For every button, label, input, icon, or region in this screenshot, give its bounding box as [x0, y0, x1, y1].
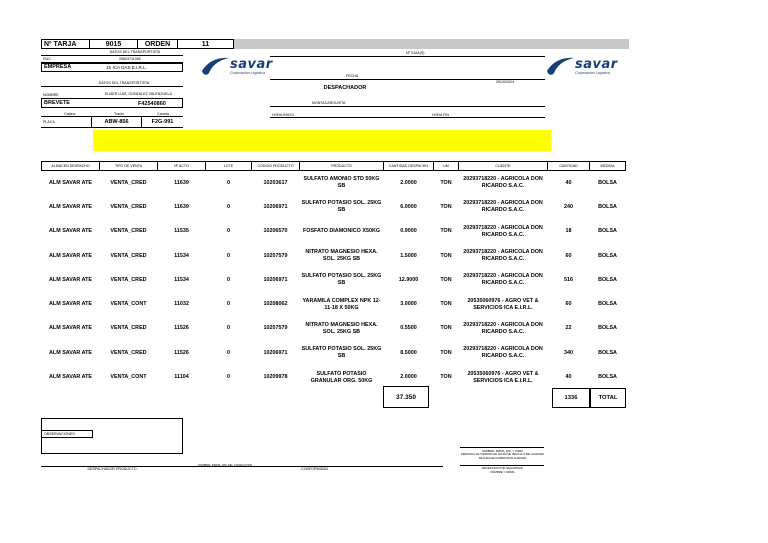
cell-cliente: 20293718220 - AGRICOLA DON RICARDO S.A.C.: [463, 273, 543, 287]
cell-almacen: ALM SAVAR ATE: [49, 179, 92, 186]
placa-carreta-value: F2G-991: [151, 119, 174, 125]
table-row: [42, 171, 626, 196]
seguridad-2: NOMBRE Y FIRMA: [490, 470, 515, 474]
tarja-value: 9015: [90, 40, 138, 48]
cell-cantidad: 340: [564, 349, 573, 356]
cell-medida: BOLSA: [598, 301, 617, 308]
savar-logo-right: [545, 55, 618, 77]
col-um: UM: [434, 162, 459, 171]
nro-guia-label: Nº GUIA(S): [406, 51, 425, 55]
cell-almacen: ALM SAVAR ATE: [49, 325, 92, 332]
nombre-value: ELMER LUIS, GONZALEZ VALENZUELA: [105, 92, 172, 96]
col-producto: PRODUCTO: [300, 162, 384, 171]
cell-lote: 0: [227, 374, 230, 381]
hora-inicio-line: [270, 117, 430, 118]
cell-almacen: ALM SAVAR ATE: [49, 301, 92, 308]
datos-transportista-title: DATOS DEL TRANSPORTISTA: [109, 50, 161, 54]
placa-col1-label: Cabina: [64, 112, 76, 116]
col-codigo: CODIGO PRODUCTO: [252, 162, 300, 171]
brevete-label: BREVETE: [44, 100, 70, 106]
cell-cantidad-despacho: 8.5000: [400, 349, 417, 356]
hora-fin-label: HORA FIN: [432, 113, 449, 117]
cell-producto: SULFATO POTASIO SOL. 25KG SB: [301, 200, 382, 214]
observaciones-box: [41, 418, 183, 454]
placa-cabina-cell: [55, 117, 92, 127]
empresa-row: [41, 62, 183, 72]
cell-cantidad: 240: [564, 203, 573, 210]
cell-codigo: 10207579: [263, 252, 288, 259]
dispatch-table: [41, 161, 626, 390]
seguridad-1: RECEPCION POR SEGURIDAD: [482, 466, 523, 470]
cell-um: TON: [440, 276, 452, 283]
cell-lote: 0: [227, 203, 230, 210]
cell-lote: 0: [227, 301, 230, 308]
cell-almacen: ALM SAVAR ATE: [49, 252, 92, 259]
cell-lote: 0: [227, 276, 230, 283]
cell-nro-acto: 11639: [174, 203, 189, 210]
cell-medida: BOLSA: [598, 179, 617, 186]
cell-um: TON: [440, 228, 452, 235]
cell-producto: NITRATO MAGNESIO HEXA. SOL. 25KG SB: [305, 249, 378, 263]
cell-lote: 0: [227, 228, 230, 235]
despachador-line: [270, 106, 545, 107]
col-lote: LOTE: [206, 162, 252, 171]
hora-inicio-label: HORA INICIO: [272, 113, 295, 117]
cell-nro-acto: 11104: [174, 374, 189, 381]
cell-producto: SULFATO POTASIO SOL. 25KG SB: [301, 273, 382, 287]
cell-cantidad-despacho: 6.0000: [400, 203, 417, 210]
cell-cantidad: 40: [565, 179, 572, 186]
cell-cliente: 20293718220 - AGRICOLA DON RICARDO S.A.C.: [463, 321, 543, 335]
firma-right-line: [460, 447, 544, 448]
cell-nro-acto: 11526: [174, 325, 189, 332]
cell-cantidad-despacho: 12.9000: [398, 276, 419, 283]
firma-right-3: DE ALMACEN SUPERVISOR ALMACEN: [478, 457, 527, 460]
placa-col3-label: Carreta: [157, 112, 169, 116]
observaciones-label: OBSERVACIONES: [44, 432, 75, 436]
nombre-label: NOMBRE: [43, 93, 59, 97]
cell-cliente: 20293718220 - AGRICOLA DON RICARDO S.A.C.: [463, 249, 543, 263]
cell-producto: SULFATO POTASIO GRANULAR ORG. 50KG: [310, 370, 373, 384]
cell-cantidad-despacho: 0.9000: [400, 228, 417, 235]
cell-medida: BOLSA: [598, 349, 617, 356]
col-tipo-venta: TIPO DE VENTA: [100, 162, 158, 171]
logo-tagline: Corporación Logística: [575, 70, 610, 75]
savar-logo-left: [200, 55, 273, 77]
tarja-row: [41, 39, 234, 49]
placa-row: [41, 116, 183, 128]
cell-nro-acto: 11534: [174, 276, 189, 283]
cell-tipo-venta: VENTA_CRED: [110, 276, 147, 283]
cell-cliente: 20293718220 - AGRICOLA DON RICARDO S.A.C.: [463, 176, 543, 190]
firma-right-1: NOMBRE, FIRMA, DNI, Y HORA: [481, 449, 524, 453]
placa-label: PLACA: [43, 120, 55, 124]
col-medida: MEDIDA: [590, 162, 626, 171]
cell-almacen: ALM SAVAR ATE: [49, 349, 92, 356]
cell-tipo-venta: VENTA_CRED: [110, 179, 147, 186]
cell-lote: 0: [227, 179, 230, 186]
col-almacen: ALMACEN DESPACHO: [42, 162, 100, 171]
cell-tipo-venta: VENTA_CRED: [110, 228, 147, 235]
cell-cantidad: 18: [565, 228, 572, 235]
cell-cantidad: 40: [565, 374, 572, 381]
cell-cantidad: 60: [565, 301, 572, 308]
cell-codigo: 10209978: [263, 374, 288, 381]
firma-conductor: NOMBRE, FIRMA, DNI DEL CONDUCTOR: [198, 463, 252, 467]
cell-cantidad-despacho: 1.5000: [400, 252, 417, 259]
cell-codigo: 10206971: [263, 276, 288, 283]
table-header-row: [42, 162, 626, 171]
empresa-value: JS ICA GAS E.I.R.L.: [106, 65, 147, 70]
cell-cantidad-despacho: 0.5500: [400, 325, 417, 332]
cell-producto: FOSFATO DIAMONICO X50KG: [302, 228, 381, 235]
cell-tipo-venta: VENTA_CRED: [110, 325, 147, 332]
total-cantidad: 1336: [552, 388, 590, 408]
highlight-band: [93, 130, 551, 151]
observaciones-label-box: [41, 430, 93, 438]
firma-conformidad: CONFORMIDAD: [301, 467, 329, 471]
cell-medida: BOLSA: [598, 374, 617, 381]
cell-almacen: ALM SAVAR ATE: [49, 374, 92, 381]
cell-medida: BOLSA: [598, 228, 617, 235]
cell-nro-acto: 11526: [174, 349, 189, 356]
cell-producto: NITRATO MAGNESIO HEXA. SOL. 25KG SB: [305, 321, 378, 335]
table-row: [42, 341, 626, 365]
table-row: [42, 244, 626, 268]
cell-producto: SULFATO POTASIO SOL. 25KG SB: [301, 346, 382, 360]
firma-right-2: PERSONAL AUTORIZADO DE SALIDA DE VEHICULO DEL ALMACEN: [461, 453, 544, 456]
cell-um: TON: [440, 203, 452, 210]
cell-cliente: 20293718220 - AGRICOLA DON RICARDO S.A.C.: [463, 200, 543, 214]
cell-tipo-venta: VENTA_CONT: [110, 374, 147, 381]
cell-codigo: 10206971: [263, 349, 288, 356]
cell-tipo-venta: VENTA_CRED: [110, 252, 147, 259]
cell-cliente: 20535060976 - AGRO VET & SERVICIOS ICA E.I.R.L.: [467, 297, 539, 311]
cell-cantidad: 22: [565, 325, 572, 332]
cell-codigo: 10208062: [263, 301, 288, 308]
logo-wordmark: savar: [575, 56, 618, 72]
cell-nro-acto: 11032: [174, 301, 189, 308]
cell-medida: BOLSA: [598, 325, 617, 332]
cell-codigo: 10206971: [263, 203, 288, 210]
brevete-value: F42540860: [138, 101, 166, 107]
cell-tipo-venta: VENTA_CRED: [110, 203, 147, 210]
total-label: TOTAL: [590, 388, 626, 408]
hora-fin-line: [430, 117, 545, 118]
ruc-label: RUC: [43, 57, 51, 61]
cell-cliente: 20293718220 - AGRICOLA DON RICARDO S.A.C.: [463, 224, 543, 238]
cell-um: TON: [440, 301, 452, 308]
cell-codigo: 10203617: [263, 179, 288, 186]
cell-um: TON: [440, 179, 452, 186]
fecha-label: FECHA: [346, 74, 359, 78]
cell-lote: 0: [227, 325, 230, 332]
table-row: [42, 220, 626, 244]
col-nro-acto: Nº ACTO: [158, 162, 206, 171]
cell-nro-acto: 11534: [174, 252, 189, 259]
cell-lote: 0: [227, 349, 230, 356]
nro-guia-line: [270, 56, 545, 57]
fecha-value: 29/10/2024: [496, 80, 514, 84]
cell-cliente: 20535060976 - AGRO VET & SERVICIOS ICA E.I.R.L.: [467, 370, 539, 384]
cell-lote: 0: [227, 252, 230, 259]
cell-medida: BOLSA: [598, 203, 617, 210]
logo-wordmark: savar: [230, 56, 273, 72]
orden-value: 11: [201, 40, 210, 48]
cell-um: TON: [440, 374, 452, 381]
cell-almacen: ALM SAVAR ATE: [49, 228, 92, 235]
cell-codigo: 10206570: [263, 228, 288, 235]
cell-um: TON: [440, 325, 452, 332]
table-row: [42, 195, 626, 219]
ruc-value: 20603711050: [119, 57, 141, 61]
cell-nro-acto: 11639: [174, 179, 189, 186]
conductor-title: DATOS DEL TRANSPORTISTA: [98, 81, 150, 85]
table-body: [42, 171, 626, 390]
cell-um: TON: [440, 252, 452, 259]
header-band: [234, 39, 629, 49]
brevete-row: [41, 98, 183, 108]
table-row: [42, 365, 626, 389]
cell-medida: BOLSA: [598, 276, 617, 283]
col-cliente: CLIENTE: [459, 162, 548, 171]
cell-almacen: ALM SAVAR ATE: [49, 276, 92, 283]
firma-despachador: DESPACHADOR PRODUCTO: [87, 467, 137, 471]
swoosh-icon: [545, 55, 575, 77]
cell-medida: BOLSA: [598, 252, 617, 259]
table-row: [42, 268, 626, 292]
placa-tracto-value: ABW-856: [92, 117, 142, 127]
cell-cantidad-despacho: 3.0000: [400, 301, 417, 308]
total-despacho: 37.350: [383, 386, 429, 408]
swoosh-icon: [200, 55, 230, 77]
cell-cliente: 20293718220 - AGRICOLA DON RICARDO S.A.C.: [463, 346, 543, 360]
despachador-name: MONTACARGUISTA: [312, 101, 346, 105]
col-cantidad-despacho: CANTIDAD DESPACHO: [384, 162, 434, 171]
table-row: [42, 317, 626, 341]
cell-producto: SULFATO AMONIO STD 50KG SB: [303, 176, 380, 190]
tarja-label: Nº TARJA: [42, 40, 90, 48]
cell-cantidad: 516: [564, 276, 573, 283]
empresa-label: EMPRESA: [44, 64, 72, 70]
cell-producto: YARAMILA COMPLEX NPK 12-11-18 X 50KG: [302, 297, 381, 311]
cell-nro-acto: 11535: [174, 228, 189, 235]
col-cantidad: CANTIDAD: [548, 162, 590, 171]
placa-col2-label: Tracto: [114, 112, 125, 116]
cell-tipo-venta: VENTA_CRED: [110, 349, 147, 356]
cell-tipo-venta: VENTA_CONT: [110, 301, 147, 308]
logo-tagline: Corporación Logística: [230, 70, 265, 75]
cell-cantidad-despacho: 2.0000: [400, 374, 417, 381]
cell-codigo: 10207579: [263, 325, 288, 332]
table-row: [42, 292, 626, 316]
orden-label: ORDEN: [138, 40, 178, 48]
cell-cantidad-despacho: 2.0000: [400, 179, 417, 186]
cell-um: TON: [440, 349, 452, 356]
cell-cantidad: 60: [565, 252, 572, 259]
cell-almacen: ALM SAVAR ATE: [49, 203, 92, 210]
despachador-title: DESPACHADOR: [323, 85, 367, 91]
